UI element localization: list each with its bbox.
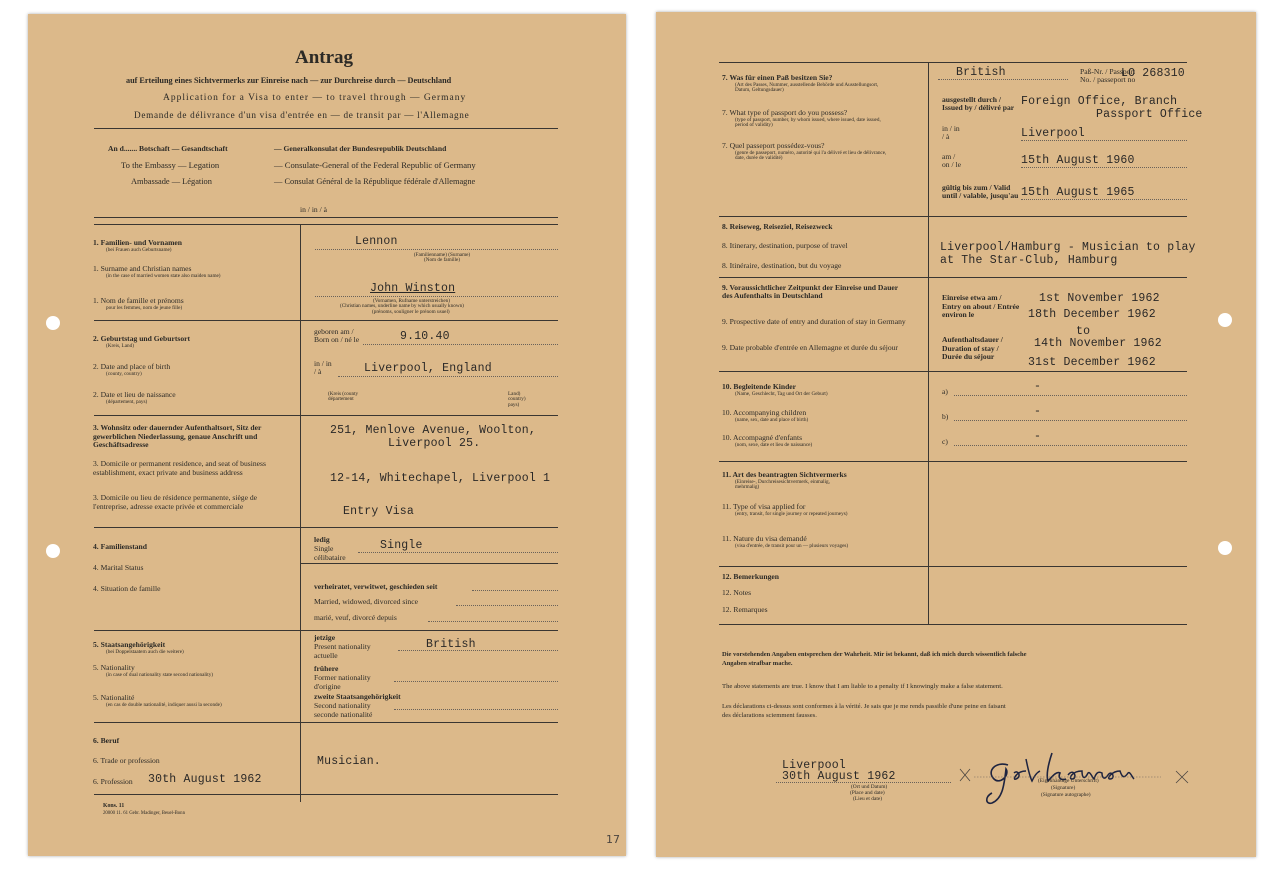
- q12-label-fr: 12. Remarques: [722, 605, 768, 614]
- addressee-en: To the Embassy — Legation: [121, 160, 220, 170]
- declaration-en: The above statements are true. I know that I am liable to a penalty if I knowingly make a false statement.: [722, 683, 1003, 690]
- second-nationality-de: zweite Staatsangehörigkeit: [314, 692, 401, 701]
- q6-label-de: 6. Beruf: [93, 736, 120, 745]
- valid-until-label: gültig bis zum / Valid until / valable, jusqu'au: [942, 183, 1019, 201]
- entry-date-value-2: 18th December 1962: [1028, 308, 1156, 321]
- present-nationality-en: Present nationality: [314, 642, 371, 651]
- q5-label-en: 5. Nationality: [93, 663, 135, 672]
- issued-by-value: Foreign Office, Branch: [1021, 95, 1178, 108]
- q2-label-en: 2. Date and place of birth: [93, 362, 171, 371]
- married-label-fr: marié, veuf, divorcé depuis: [314, 613, 397, 622]
- signing-date-value: 30th August 1962: [782, 770, 896, 783]
- signature-caption: (Signature): [1051, 785, 1076, 791]
- q1-note-fr: pour les femmes, nom de jeune fille): [106, 305, 183, 311]
- child-c-label: c): [942, 437, 948, 446]
- q7-note-de: (Art des Passes, Nummer, ausstellende Behörde und Ausstellungsort, Datum, Geltungsdauer): [735, 82, 879, 94]
- divider: [94, 630, 558, 631]
- q5-note-fr: (en cas de double nationalité, indiquer aussi la seconde): [106, 702, 222, 708]
- q3-label-en: 3. Domicile or permanent residence, and seat of business establishment, exact private and business address: [93, 459, 266, 477]
- birth-place-value: Liverpool, England: [364, 362, 492, 375]
- present-nationality-fr: actuelle: [314, 651, 338, 660]
- visa-type-note: Entry Visa: [343, 505, 415, 518]
- q1-label-en: 1. Surname and Christian names: [93, 264, 192, 273]
- q8-label-fr: 8. Itinéraire, destination, but du voyage: [722, 261, 842, 270]
- q11-note-fr: (visa d'entrée, de transit pour un — plusieurs voyages): [735, 543, 849, 549]
- q10-note-de: (Name, Geschlecht, Tag und Ort der Geburt): [735, 391, 828, 397]
- issued-by-value-2: Passport Office: [1096, 108, 1203, 121]
- q6-label-fr: 6. Profession: [93, 777, 133, 786]
- child-c-value: -: [1034, 430, 1042, 443]
- former-nationality-fr: d'origine: [314, 682, 341, 691]
- column-divider: [928, 62, 929, 625]
- duration-value-2: 31st December 1962: [1028, 356, 1156, 369]
- second-nationality-fr: seconde nationalité: [314, 710, 373, 719]
- field-line: [456, 605, 558, 606]
- declaration-fr: Les déclarations ci-dessus sont conformes à la vérité. Je sais que je me rends passible d'une peine en faisant: [722, 703, 1006, 710]
- child-b-value: -: [1034, 405, 1042, 418]
- divider: [719, 624, 1187, 625]
- field-line: [1021, 167, 1187, 168]
- q1-note-de: (bei Frauen auch Geburtsname): [106, 247, 172, 253]
- field-line: [938, 79, 1068, 80]
- visa-application-page-2: [656, 12, 1256, 857]
- q5-note-en: (in case of dual nationality state second nationality): [106, 672, 214, 678]
- divider: [94, 217, 558, 218]
- q10-note-fr: (nom, sexe, date et lieu de naissance): [735, 442, 813, 448]
- surname-value: Lennon: [355, 235, 398, 248]
- divider: [719, 461, 1187, 462]
- duration-value: 14th November 1962: [1034, 337, 1162, 350]
- profession-value: Musician.: [317, 755, 381, 768]
- former-nationality-en: Former nationality: [314, 673, 371, 682]
- addressee-de: An d....... Botschaft — Gesandtschaft: [108, 144, 228, 153]
- q2-note-fr: (département, pays): [106, 399, 148, 405]
- issued-in-label: in / in / à: [942, 124, 960, 142]
- single-label-fr: célibataire: [314, 553, 346, 562]
- column-divider: [300, 224, 301, 802]
- q10-label-de: 10. Begleitende Kinder: [722, 382, 797, 391]
- addressee-fr: Ambassade — Légation: [131, 177, 212, 186]
- divider: [719, 566, 1187, 567]
- field-line: [358, 552, 558, 553]
- given-names-caption: (Christian names, underline name by which usually known): [340, 303, 464, 309]
- q11-label-de: 11. Art des beantragten Sichtvermerks: [722, 470, 847, 479]
- divider: [94, 527, 558, 528]
- signature-caption: (Eigenhändige Unterschrift): [1038, 778, 1099, 784]
- q11-note-de: (Einreise-, Durchreisesichtvermerk, einmalig, mehrmalig): [735, 479, 830, 491]
- divider: [94, 320, 558, 321]
- q7-label-en: 7. What type of passport do you possess?: [722, 108, 848, 117]
- place-date-caption: (Ort und Datum): [851, 784, 888, 790]
- q4-label-en: 4. Marital Status: [93, 563, 144, 572]
- married-label-en: Married, widowed, divorced since: [314, 597, 418, 606]
- birth-date-value: 9.10.40: [400, 330, 450, 343]
- field-line: [954, 445, 1187, 446]
- divider: [94, 415, 558, 416]
- q2-note-en: (county, country): [106, 371, 142, 377]
- q12-label-de: 12. Bemerkungen: [722, 572, 779, 581]
- field-line: [338, 376, 558, 377]
- child-b-label: b): [942, 412, 949, 421]
- place-date-caption: (Place and date): [850, 790, 885, 796]
- declaration-de-2: Angaben strafbar mache.: [722, 660, 793, 667]
- q5-label-de: 5. Staatsangehörigkeit: [93, 640, 166, 649]
- q8-label-en: 8. Itinerary, destination, purpose of travel: [722, 241, 848, 250]
- q10-label-en: 10. Accompanying children: [722, 408, 807, 417]
- itinerary-value-2: at The Star-Club, Hamburg: [940, 254, 1118, 267]
- passport-type-value: British: [956, 66, 1006, 79]
- field-line: [315, 296, 558, 297]
- q1-label-fr: 1. Nom de famille et prénoms: [93, 296, 184, 305]
- declaration-fr-2: des déclarations sciemment fausses.: [722, 712, 817, 719]
- q8-label-de: 8. Reiseweg, Reiseziel, Reisezweck: [722, 222, 833, 231]
- birth-place-in-label: in / in / à: [314, 359, 332, 377]
- field-line: [776, 782, 951, 783]
- q2-label-de: 2. Geburtstag und Geburtsort: [93, 334, 191, 343]
- q7-label-fr: 7. Quel passeport possédez-vous?: [722, 141, 825, 150]
- form-title: Antrag: [295, 47, 354, 68]
- field-line: [394, 709, 558, 710]
- punch-hole: [46, 544, 60, 558]
- born-on-label: geboren am / Born on / né le: [314, 327, 360, 345]
- q1-note-en: (in the case of married women state also maiden name): [106, 273, 221, 279]
- field-line: [428, 621, 558, 622]
- divider: [94, 224, 558, 225]
- divider: [719, 62, 1187, 63]
- in-label: in / in / à: [300, 205, 327, 214]
- field-line: [398, 650, 558, 651]
- entry-date-label: Einreise etwa am / Entry on about / Entrée environ le: [942, 293, 1020, 320]
- itinerary-value: Liverpool/Hamburg - Musician to play: [940, 241, 1196, 254]
- former-nationality-de: frühere: [314, 664, 339, 673]
- marital-status-value: Single: [380, 539, 423, 552]
- field-line: [394, 681, 558, 682]
- divider: [94, 794, 558, 795]
- divider: [719, 371, 1187, 372]
- consulate-de: — Generalkonsulat der Bundesrepublik Deutschland: [274, 144, 447, 153]
- q10-label-fr: 10. Accompagné d'enfants: [722, 433, 803, 442]
- field-line: [1021, 140, 1187, 141]
- place-date-caption: (Lieu et date): [853, 796, 883, 802]
- consulate-en: — Consulate-General of the Federal Republic of Germany: [274, 160, 476, 170]
- q10-note-en: (name, sex, date and place of birth): [735, 417, 809, 423]
- given-names-value: John Winston: [370, 282, 456, 295]
- divider: [300, 563, 558, 564]
- surname-caption: (Familienname) (Surname) (Nom de famille): [413, 252, 471, 264]
- q7-note-fr: (genre de passeport, numéro, autorité qui l'a délivré et lieu de délivrance, date, durée de validité): [735, 150, 887, 162]
- single-label-en: Single: [314, 544, 334, 553]
- subtitle-de: auf Erteilung eines Sichtvermerks zur Einreise nach — zur Durchreise durch — Deutschland: [126, 76, 452, 85]
- divider: [719, 216, 1187, 217]
- q9-label-fr: 9. Date probable d'entrée en Allemagne et durée du séjour: [722, 343, 898, 352]
- passport-number-value: LO 268310: [1121, 67, 1185, 80]
- q3-label-fr: 3. Domicile ou lieu de résidence permanente, siège de l'entreprise, adresse exacte privée et commerciale: [93, 493, 258, 511]
- second-nationality-en: Second nationality: [314, 701, 371, 710]
- q11-note-en: (entry, transit, for single journey or repeated journeys): [735, 511, 848, 517]
- subtitle-fr: Demande de délivrance d'un visa d'entrée en — de transit par — l'Allemagne: [134, 110, 470, 120]
- q2-label-fr: 2. Date et lieu de naissance: [93, 390, 176, 399]
- duration-label: Aufenthaltsdauer / Duration of stay / Durée du séjour: [942, 335, 1003, 362]
- punch-hole: [1218, 313, 1232, 327]
- address-line-1: 251, Menlove Avenue, Woolton,: [330, 424, 536, 437]
- field-line: [363, 344, 558, 345]
- date-range-to: to: [1076, 325, 1091, 338]
- business-address: 12-14, Whitechapel, Liverpool 1: [330, 472, 551, 485]
- q11-label-fr: 11. Nature du visa demandé: [722, 534, 807, 543]
- q7-note-en: (type of passport, number, by whom issued, where issued, date issued, period of validity): [735, 117, 881, 129]
- q9-label-en: 9. Prospective date of entry and duration of stay in Germany: [722, 317, 906, 326]
- profession-date-value: 30th August 1962: [148, 773, 262, 786]
- passport-number-label: Paß-Nr. / Passport No. / passeport no: [1080, 67, 1136, 85]
- form-number: Kons. 11: [103, 803, 125, 809]
- q2-note-de: (Kreis, Land): [106, 343, 134, 349]
- q12-label-en: 12. Notes: [722, 588, 752, 597]
- q9-label-de: 9. Voraussichtlicher Zeitpunkt der Einreise und Dauer des Aufenthalts in Deutschland: [722, 283, 899, 301]
- signing-place-value: Liverpool: [782, 759, 846, 772]
- married-label-de: verheiratet, verwitwet, geschieden seit: [314, 582, 438, 591]
- declaration-de: Die vorstehenden Angaben entsprechen der Wahrheit. Mir ist bekannt, daß ich mich durch wissentlich falsche: [722, 651, 1027, 658]
- visa-application-page-1: [28, 14, 626, 856]
- country-caption: Land) country) pays): [508, 391, 526, 408]
- divider: [719, 277, 1187, 278]
- nationality-value: British: [426, 638, 476, 651]
- field-line: [315, 249, 558, 250]
- punch-hole: [46, 316, 60, 330]
- field-line: [954, 395, 1187, 396]
- q4-label-de: 4. Familienstand: [93, 542, 148, 551]
- q5-note-de: (bei Doppelstaatern auch die weitere): [106, 649, 184, 655]
- q4-label-fr: 4. Situation de famille: [93, 584, 161, 593]
- consulate-fr: — Consulat Général de la République fédérale d'Allemagne: [274, 177, 476, 186]
- address-line-2: Liverpool 25.: [388, 437, 481, 450]
- single-label-de: ledig: [314, 535, 330, 544]
- issued-in-value: Liverpool: [1021, 127, 1085, 140]
- printer-imprint: 20000 11. 61 Gebr. Madinger, Beuel-Bonn: [103, 811, 185, 816]
- divider: [94, 128, 558, 129]
- q3-label-de: 3. Wohnsitz oder dauernder Aufenthaltsort, Sitz der gewerblichen Niederlassung, genaue Anschrift und Geschäftsadresse: [93, 423, 262, 450]
- q5-label-fr: 5. Nationalité: [93, 693, 135, 702]
- signature-caption: (Signature autographe): [1041, 792, 1091, 798]
- given-names-caption: (Vornamen, Rufname unterstreichen): [373, 298, 450, 304]
- given-names-caption: (prénoms, souligner le prénom usuel): [372, 309, 450, 315]
- issued-on-value: 15th August 1960: [1021, 154, 1135, 167]
- q7-label-de: 7. Was für einen Paß besitzen Sie?: [722, 73, 833, 82]
- q1-label-de: 1. Familien- und Vornamen: [93, 238, 183, 247]
- subtitle-en: Application for a Visa to enter — to travel through — Germany: [163, 93, 467, 103]
- entry-date-value: 1st November 1962: [1039, 292, 1160, 305]
- valid-until-value: 15th August 1965: [1021, 186, 1135, 199]
- q6-label-en: 6. Trade or profession: [93, 756, 160, 765]
- q11-label-en: 11. Type of visa applied for: [722, 502, 806, 511]
- handwritten-margin-mark: 17: [606, 833, 620, 846]
- field-line: [1021, 199, 1187, 200]
- present-nationality-de: jetzige: [314, 633, 336, 642]
- divider: [94, 722, 558, 723]
- field-line: [472, 590, 558, 591]
- county-caption: (Kreis (county département: [328, 391, 359, 403]
- issued-on-label: am / on / le: [942, 152, 961, 170]
- child-a-value: -: [1034, 380, 1042, 393]
- issued-by-label: ausgestellt durch / Issued by / délivré par: [942, 95, 1015, 113]
- child-a-label: a): [942, 387, 948, 396]
- punch-hole: [1218, 541, 1232, 555]
- field-line: [954, 420, 1187, 421]
